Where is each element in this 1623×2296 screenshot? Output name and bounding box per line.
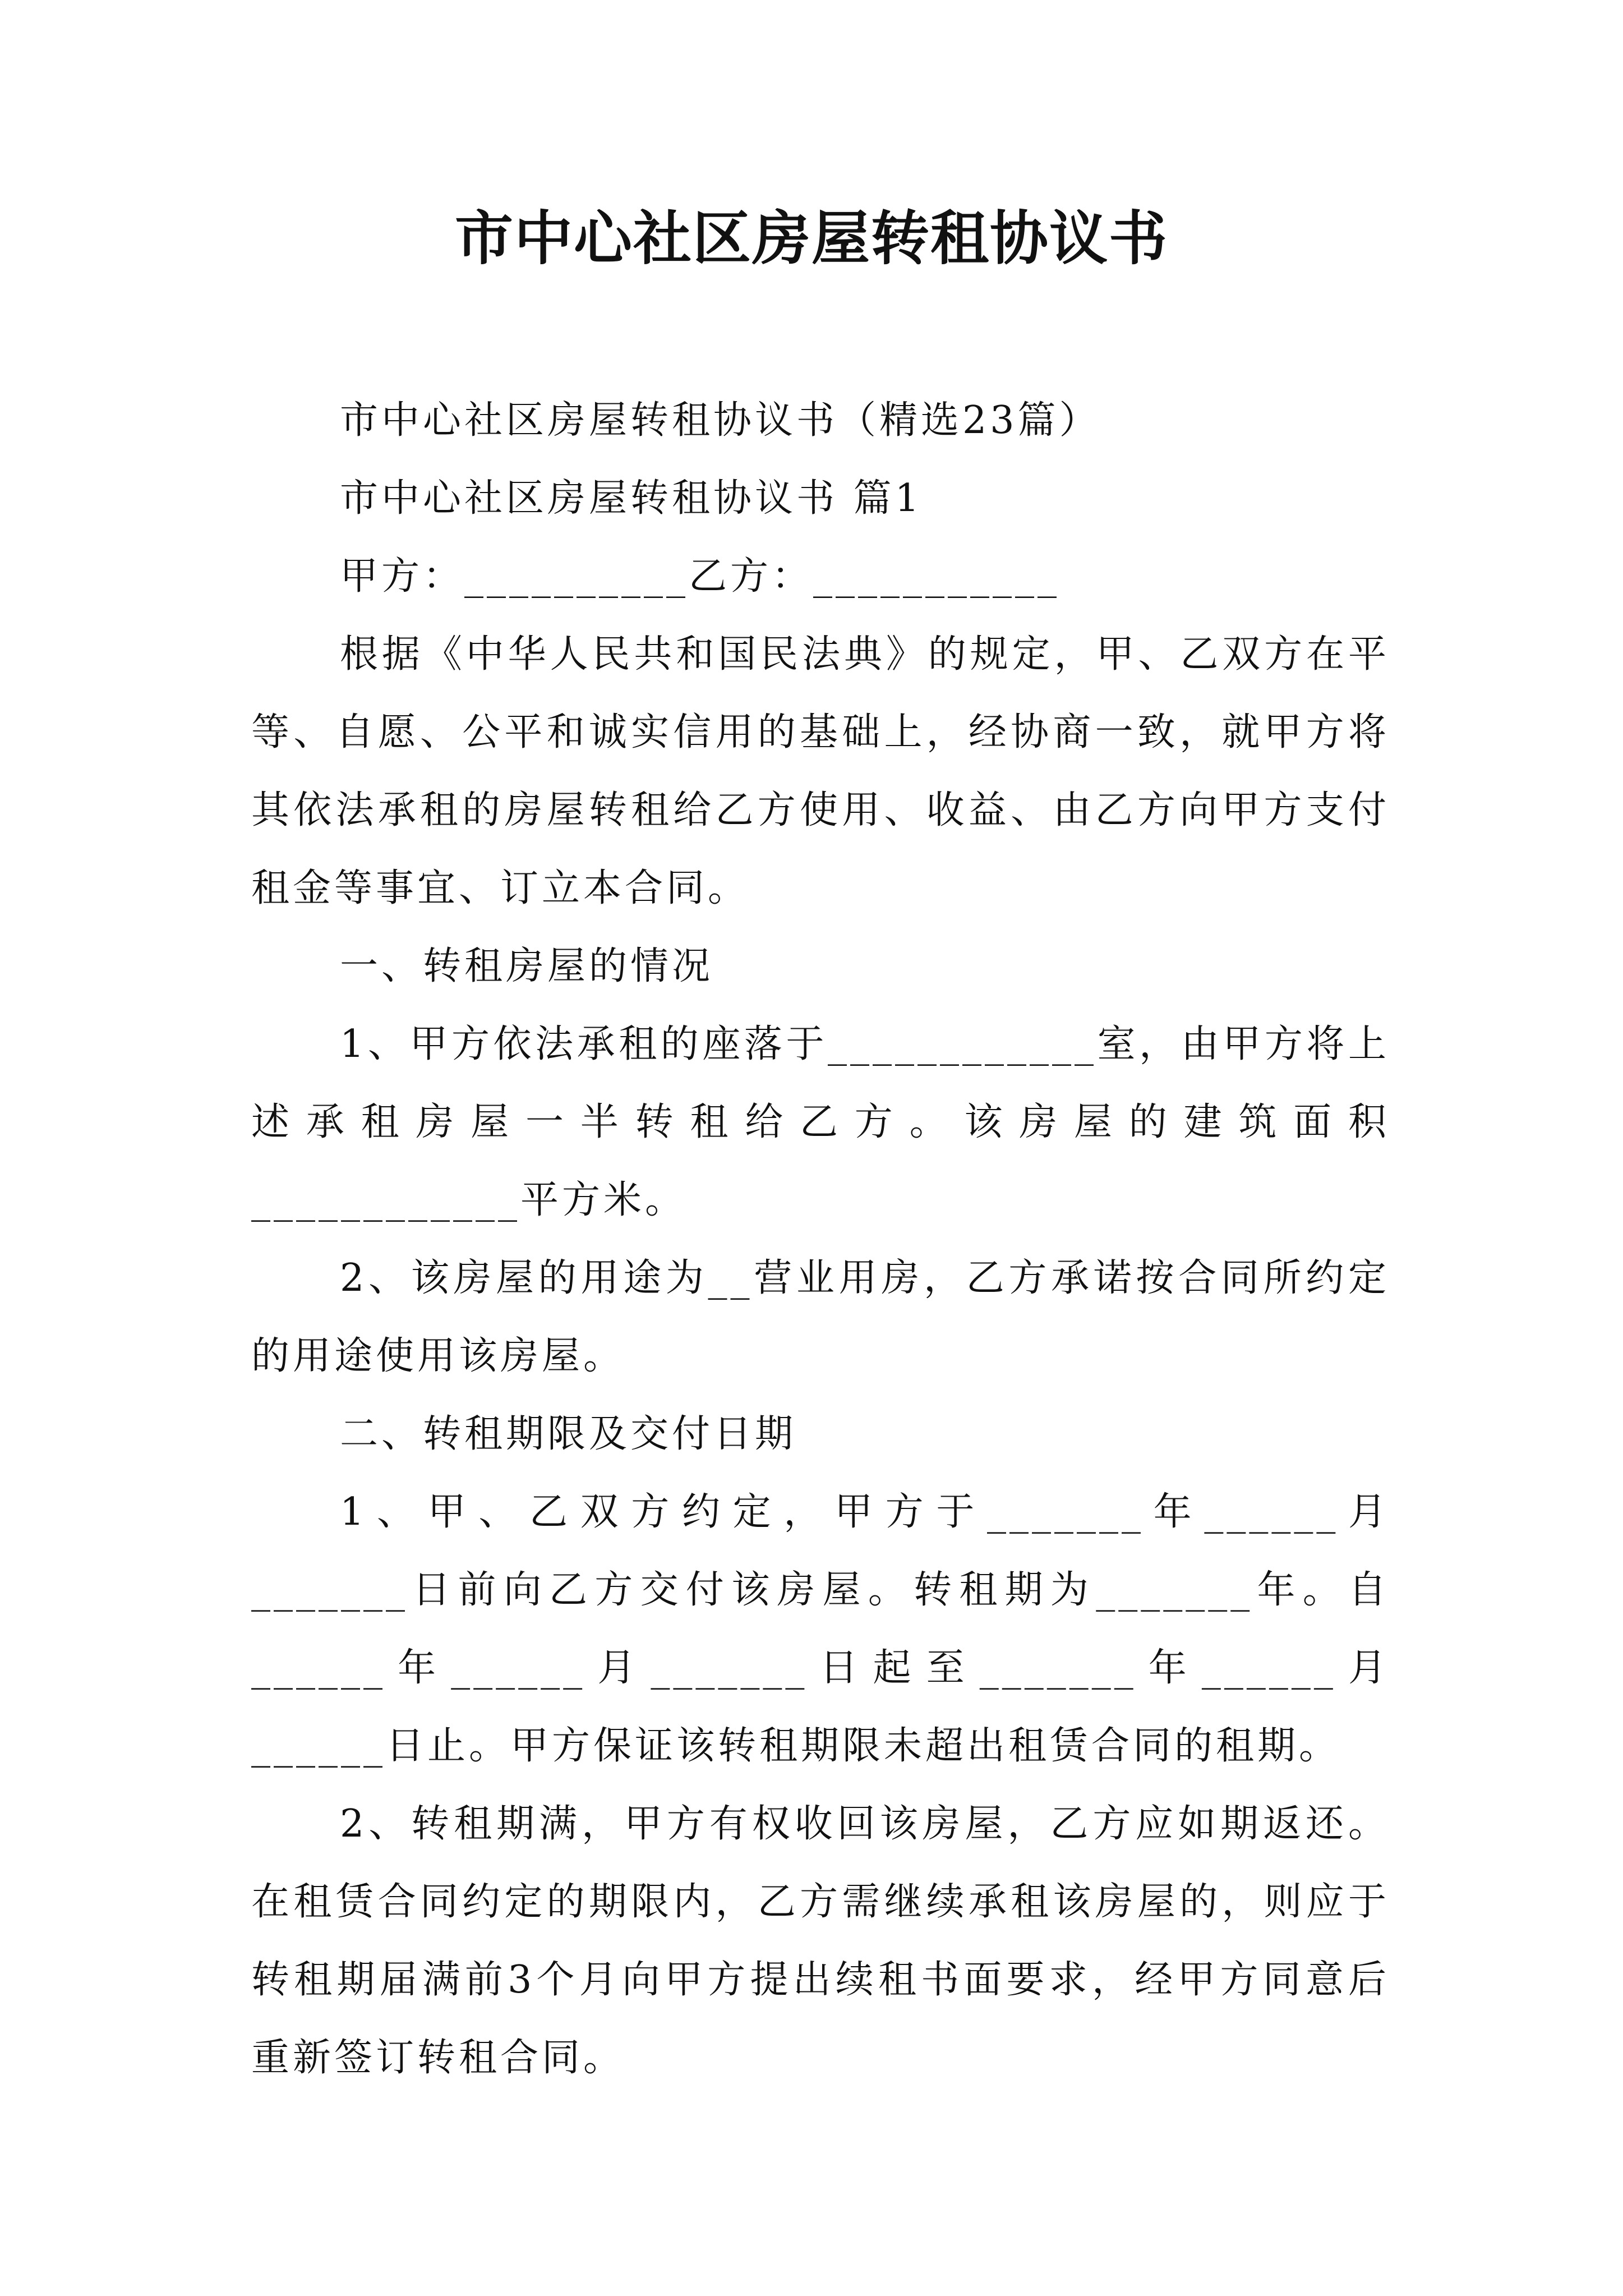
clause-2-1: 1、甲、乙双方约定，甲方于_______年______月_______日前向乙方交付该房屋。转租期为_______年。自______年______月_______日起至_______年______月______日止。甲方保证该转租期限未超出租赁合同的租期。 <box>251 1490 1390 1768</box>
heading-property-situation: 一、转租房屋的情况 <box>340 944 714 988</box>
heading-term-and-delivery: 二、转租期限及交付日期 <box>340 1412 797 1456</box>
document-body <box>251 381 1390 2097</box>
clause-2-2: 2、转租期满，甲方有权收回该房屋，乙方应如期返还。在租赁合同约定的期限内，乙方需继续承租该房屋的，则应于转租期届满前3个月向甲方提出续租书面要求，经甲方同意后重新签订转租合同。 <box>251 1802 1390 2080</box>
document-title: 市中心社区房屋转租协议书 <box>454 204 1168 273</box>
clause-1-1: 1、甲方依法承租的座落于____________室，由甲方将上述承租房屋一半转租给乙方。该房屋的建筑面积____________平方米。 <box>251 1022 1390 1222</box>
preamble-paragraph: 根据《中华人民共和国民法典》的规定，甲、乙双方在平等、自愿、公平和诚实信用的基础上，经协商一致，就甲方将其依法承租的房屋转租给乙方使用、收益、由乙方向甲方支付租金等事宜、订立本合同。 <box>251 632 1390 910</box>
parties-line: 甲方：__________乙方：___________ <box>340 554 1061 599</box>
clause-1-2: 2、该房屋的用途为__营业用房，乙方承诺按合同所约定的用途使用该房屋。 <box>251 1256 1390 1378</box>
subtitle-paragraph: 市中心社区房屋转租协议书（精选23篇） <box>340 398 1101 443</box>
section-heading-part-1: 市中心社区房屋转租协议书 篇1 <box>340 476 923 521</box>
